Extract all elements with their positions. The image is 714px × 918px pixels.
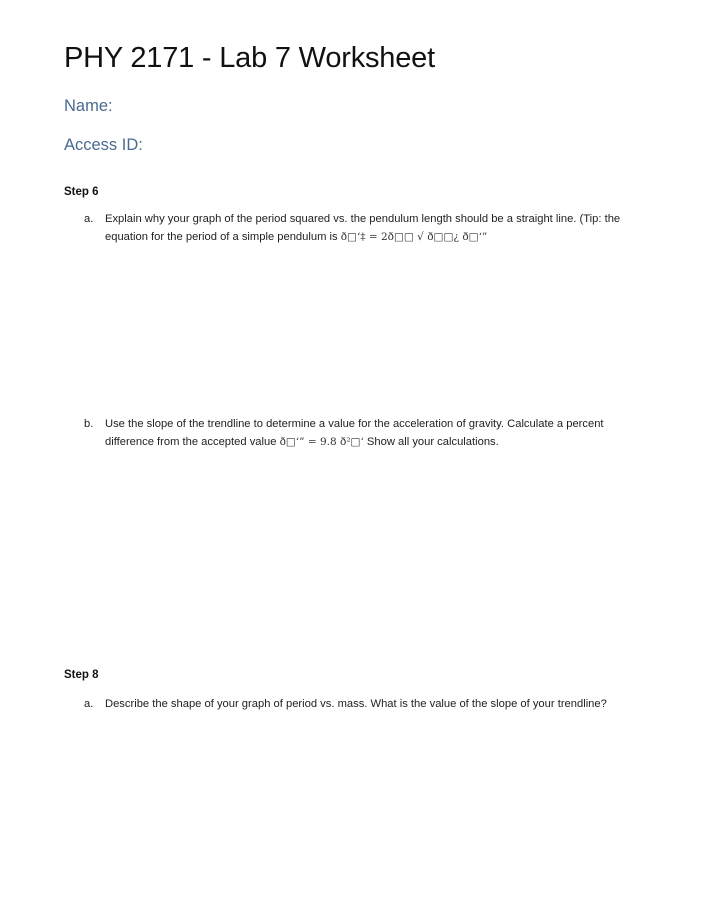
question-8a	[84, 695, 654, 713]
question-6a-marker: a.	[84, 213, 94, 225]
question-8a-text: Describe the shape of your graph of period vs. mass. What is the value of the slope of your trendline?	[105, 698, 607, 710]
question-6b	[84, 415, 654, 451]
question-6a-text: Explain why your graph of the period squared vs. the pendulum length should be a straight line. (Tip: the equation for the period of a simple pendulum is	[105, 213, 621, 243]
gravity-accepted-value-equation: ð□‘” = 9.8 ð²□‘	[279, 436, 364, 448]
question-6b-text-after: Show all your calculations.	[363, 436, 499, 448]
question-6b-text-before: Use the slope of the trendline to determine a value for the acceleration of gravity. Calculate a percent difference from the accepted value	[105, 418, 604, 448]
question-6a-text-block	[105, 210, 654, 246]
question-6b-text-block	[105, 415, 654, 451]
name-label: Name:	[64, 97, 113, 115]
access-id-label: Access ID:	[64, 136, 143, 154]
question-6b-marker: b.	[84, 418, 94, 430]
step-6-heading: Step 6	[64, 186, 99, 198]
question-8a-marker: a.	[84, 698, 94, 710]
pendulum-period-equation: ð□‘‡ = 2ð□□ √ ð□□¿ ð□‘”	[340, 231, 488, 243]
step-8-heading: Step 8	[64, 669, 99, 681]
question-6a	[84, 210, 654, 246]
page-title: PHY 2171 - Lab 7 Worksheet	[64, 42, 435, 74]
